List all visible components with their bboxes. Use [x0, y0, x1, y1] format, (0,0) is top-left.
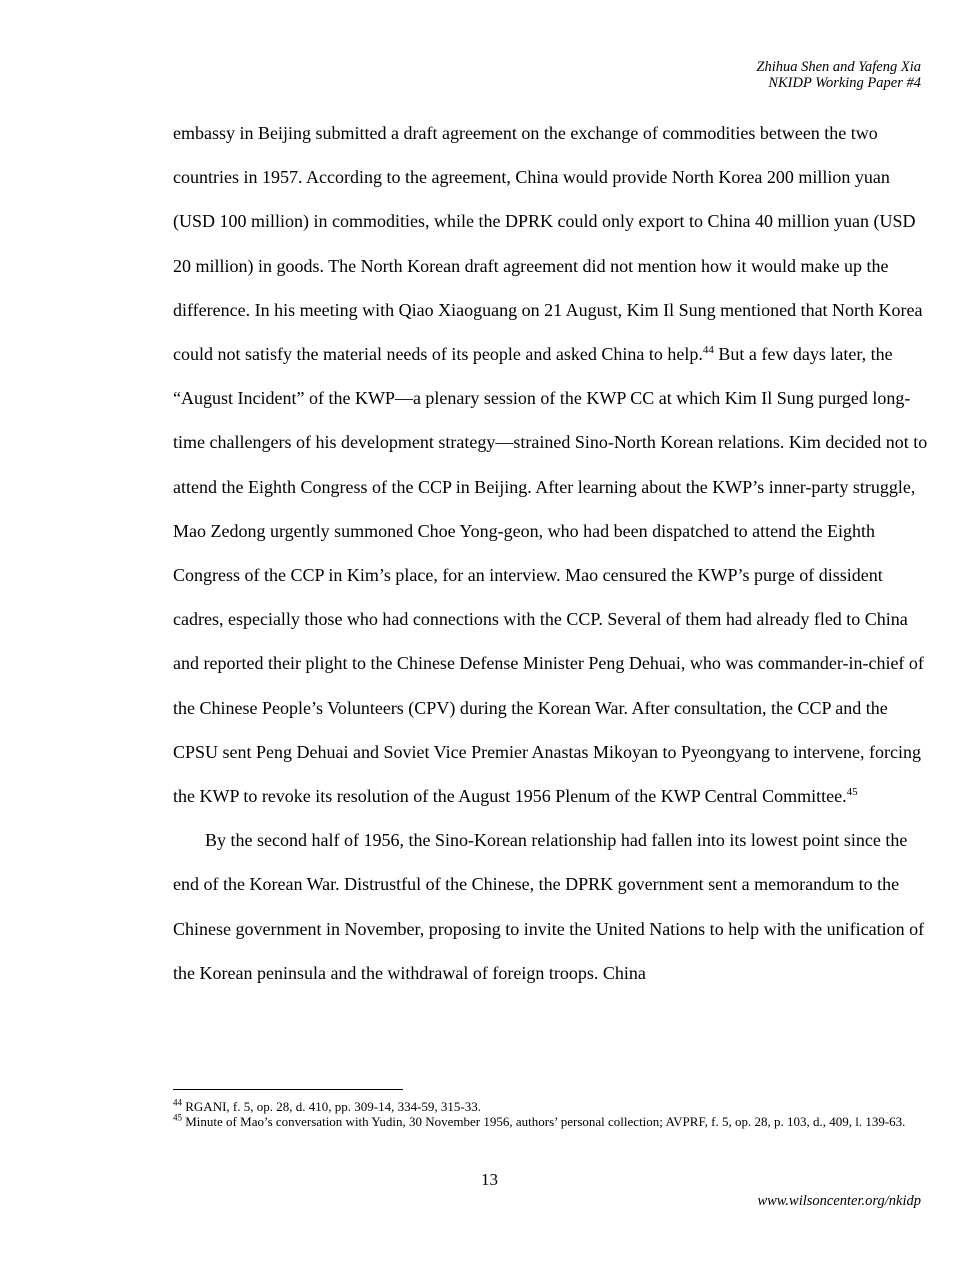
paragraph-1	[173, 111, 928, 818]
paragraph-1-part-a: embassy in Beijing submitted a draft agreement on the exchange of commodities between the two countries in 1957. According to the agreement, China would provide North Korea 200 million yuan (USD 100 million) in commodities, while the DPRK could only export to China 40 million yuan (USD 20 million) in goods. The North Korean draft agreement did not mention how it would make up the difference. In his meeting with Qiao Xiaoguang on 21 August, Kim Il Sung mentioned that North Korea could not satisfy the material needs of its people and asked China to help.	[173, 123, 923, 365]
header-series: NKIDP Working Paper #4	[768, 75, 921, 91]
paragraph-2: By the second half of 1956, the Sino-Korean relationship had fallen into its lowest point since the end of the Korean War. Distrustful of the Chinese, the DPRK government sent a memorandum to the Chinese government in November, proposing to invite the United Nations to help with the unification of the Korean peninsula and the withdrawal of foreign troops. China	[173, 830, 925, 983]
footnote-44-text: RGANI, f. 5, op. 28, d. 410, pp. 309-14, 334-59, 315-33.	[182, 1099, 481, 1114]
footnote-ref-44: 44	[702, 344, 714, 357]
footer-url: www.wilsoncenter.org/nkidp	[757, 1193, 921, 1209]
header-authors: Zhihua Shen and Yafeng Xia	[756, 59, 921, 75]
running-header	[756, 59, 921, 91]
main-text	[173, 111, 928, 995]
paragraph-1-part-b: But a few days later, the “August Incident” of the KWP—a plenary session of the KWP CC at which Kim Il Sung purged long-time challengers of his development strategy—strained Sino-North Korean relations. Kim decided not to attend the Eighth Congress of the CCP in Beijing. After learning about the KWP’s inner-party struggle, Mao Zedong urgently summoned Choe Yong-geon, who had been dispatched to attend the Eighth Congress of the CCP in Kim’s place, for an interview. Mao censured the KWP’s purge of dissident cadres, especially those who had connections with the CCP. Several of them had already fled to China and reported their plight to the Chinese Defense Minister Peng Dehuai, who was commander-in-chief of the Chinese People’s Volunteers (CPV) during the Korean War. After consultation, the CCP and the CPSU sent Peng Dehuai and Soviet Vice Premier Anastas Mikoyan to Pyeongyang to intervene, forcing the KWP to revoke its resolution of the August 1956 Plenum of the KWP Central Committee.	[173, 344, 928, 807]
footnotes	[173, 1097, 921, 1129]
footnote-45-text: Minute of Mao’s conversation with Yudin, 30 November 1956, authors’ personal collection; AVPRF, f. 5, op. 28, p. 103, d., 409, l. 139-63.	[182, 1113, 906, 1129]
footnote-divider	[173, 1089, 403, 1090]
footnote-45	[173, 1112, 921, 1130]
page-number: 13	[481, 1170, 498, 1189]
footnote-45-number: 45	[173, 1112, 182, 1123]
footnote-44-number: 44	[173, 1097, 182, 1108]
footnote-44	[173, 1097, 921, 1115]
footnote-ref-45: 45	[846, 786, 858, 799]
